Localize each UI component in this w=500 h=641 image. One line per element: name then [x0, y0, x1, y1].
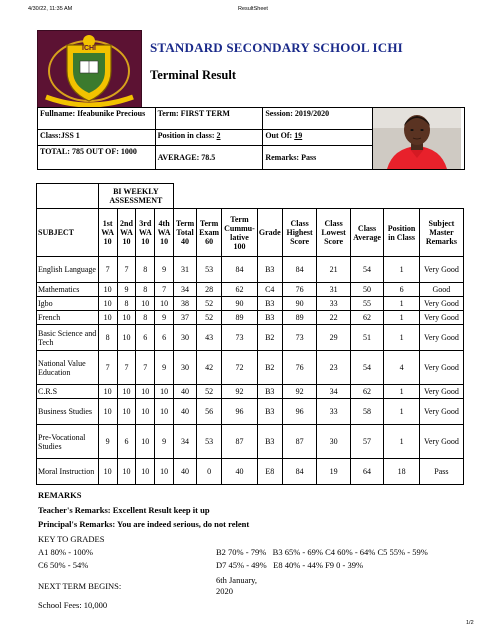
cell-high: 73 [282, 325, 317, 351]
table-row [37, 311, 464, 325]
average-cell [155, 145, 263, 169]
cell-cum: 92 [222, 385, 258, 399]
col-grade: Grade [257, 209, 282, 257]
session-cell [263, 108, 373, 130]
cell-total: 40 [174, 399, 197, 425]
class-cell [38, 130, 156, 146]
student-info-grid [37, 107, 465, 170]
cell-cum: 72 [222, 351, 258, 385]
results-table [36, 183, 464, 485]
overall-remarks-value: Pass [301, 152, 317, 162]
cell-exam: 56 [197, 399, 222, 425]
cell-wa4: 7 [155, 283, 174, 297]
cell-wa4: 10 [155, 459, 174, 485]
table-row [37, 425, 464, 459]
cell-exam: 0 [197, 459, 222, 485]
cell-low: 34 [317, 385, 350, 399]
cell-total: 34 [174, 283, 197, 297]
teacher-remarks: Teacher's Remarks: Excellent Result keep it up [38, 505, 210, 515]
header-blank-right [174, 184, 464, 209]
cell-subject: C.R.S [37, 385, 99, 399]
cell-remark: Very Good [419, 399, 463, 425]
cell-low: 19 [317, 459, 350, 485]
page-subtitle: Terminal Result [150, 68, 236, 82]
col-term-exam: Term Exam 60 [197, 209, 222, 257]
cell-wa3: 8 [136, 257, 155, 283]
cell-subject: Mathematics [37, 283, 99, 297]
cell-avg: 54 [350, 257, 383, 283]
cell-wa2: 10 [117, 399, 136, 425]
col-class-lowest: Class Lowest Score [317, 209, 350, 257]
cell-cum: 89 [222, 311, 258, 325]
cell-subject: Pre-Vocational Studies [37, 425, 99, 459]
cell-high: 89 [282, 311, 317, 325]
cell-avg: 50 [350, 283, 383, 297]
cell-wa1: 8 [98, 325, 117, 351]
cell-wa2: 7 [117, 351, 136, 385]
cell-remark: Very Good [419, 257, 463, 283]
crest-text: ICHI [82, 45, 96, 52]
cell-wa2: 9 [117, 283, 136, 297]
cell-wa3: 6 [136, 325, 155, 351]
cell-avg: 57 [350, 425, 383, 459]
outof-cell [263, 130, 373, 146]
cell-wa2: 10 [117, 385, 136, 399]
cell-total: 40 [174, 385, 197, 399]
cell-subject: Business Studies [37, 399, 99, 425]
cell-pos: 1 [384, 311, 420, 325]
outof-label: Out Of: [265, 131, 293, 141]
session-value: 2019/2020 [294, 109, 330, 118]
cell-wa4: 10 [155, 385, 174, 399]
cell-pos: 1 [384, 399, 420, 425]
school-crest-logo [37, 30, 142, 108]
cell-wa3: 8 [136, 311, 155, 325]
cell-cum: 90 [222, 297, 258, 311]
grades-heading: KEY TO GRADES [38, 534, 105, 544]
cell-grade: B3 [257, 257, 282, 283]
cell-grade: C4 [257, 283, 282, 297]
total-outof-label: OUT OF: [85, 146, 119, 156]
total-value: 785 [71, 146, 84, 156]
cell-cum: 62 [222, 283, 258, 297]
fullname-label: Fullname: [40, 109, 76, 118]
cell-subject: Basic Science and Tech [37, 325, 99, 351]
cell-grade: B3 [257, 311, 282, 325]
cell-high: 87 [282, 425, 317, 459]
grades-line2-left: C6 50% - 54% [38, 560, 89, 570]
school-name: STANDARD SECONDARY SCHOOL ICHI [150, 40, 403, 55]
grades-line2-right: D7 45% - 49% E8 40% - 44% F9 0 - 39% [216, 560, 364, 570]
session-label: Session: [265, 109, 293, 118]
cell-grade: B3 [257, 297, 282, 311]
outof-value: 19 [294, 131, 303, 141]
cell-exam: 42 [197, 351, 222, 385]
cell-wa1: 10 [98, 283, 117, 297]
remarks-heading: REMARKS [38, 490, 82, 500]
cell-total: 31 [174, 257, 197, 283]
cell-wa3: 10 [136, 459, 155, 485]
cell-wa1: 10 [98, 311, 117, 325]
position-value: 2 [216, 131, 221, 141]
table-row [37, 351, 464, 385]
school-fees: School Fees: 10,000 [38, 600, 108, 610]
total-label: TOTAL: [40, 146, 70, 156]
cell-total: 37 [174, 311, 197, 325]
cell-high: 90 [282, 297, 317, 311]
cell-exam: 52 [197, 297, 222, 311]
cell-total: 34 [174, 425, 197, 459]
cell-cum: 73 [222, 325, 258, 351]
cell-wa3: 10 [136, 399, 155, 425]
col-wa3: 3rd WA 10 [136, 209, 155, 257]
cell-remark: Very Good [419, 297, 463, 311]
average-value: 78.5 [201, 152, 216, 162]
table-row [37, 297, 464, 311]
fullname-cell [38, 108, 156, 130]
cell-wa3: 7 [136, 351, 155, 385]
overall-remarks-label: Remarks: [265, 152, 300, 162]
principal-remarks: Principal's Remarks: You are indeed serious, do not relent [38, 519, 250, 529]
next-term-label: NEXT TERM BEGINS: [38, 581, 122, 591]
cell-avg: 54 [350, 351, 383, 385]
cell-pos: 1 [384, 425, 420, 459]
cell-high: 84 [282, 257, 317, 283]
table-row [37, 325, 464, 351]
cell-wa1: 10 [98, 399, 117, 425]
cell-remark: Very Good [419, 425, 463, 459]
cell-exam: 53 [197, 425, 222, 459]
cell-wa4: 10 [155, 297, 174, 311]
position-cell [155, 130, 263, 146]
total-cell [38, 145, 156, 169]
cell-wa1: 7 [98, 351, 117, 385]
table-row [37, 385, 464, 399]
bi-weekly-header: BI WEEKLY ASSESSMENT [98, 184, 173, 209]
cell-avg: 58 [350, 399, 383, 425]
cell-wa4: 9 [155, 257, 174, 283]
cell-wa3: 10 [136, 425, 155, 459]
cell-low: 23 [317, 351, 350, 385]
cell-pos: 1 [384, 297, 420, 311]
cell-grade: E8 [257, 459, 282, 485]
cell-exam: 43 [197, 325, 222, 351]
cell-high: 92 [282, 385, 317, 399]
cell-low: 33 [317, 399, 350, 425]
fullname-value: Ifeabunike Precious [77, 109, 146, 118]
cell-wa1: 10 [98, 297, 117, 311]
class-value: JSS 1 [60, 131, 80, 141]
cell-low: 22 [317, 311, 350, 325]
col-subject: SUBJECT [37, 209, 99, 257]
col-wa1: 1st WA 10 [98, 209, 117, 257]
cell-grade: B2 [257, 325, 282, 351]
cell-high: 76 [282, 283, 317, 297]
next-term-date: 6th January, 2020 [216, 575, 257, 596]
cell-wa3: 10 [136, 297, 155, 311]
cell-avg: 62 [350, 385, 383, 399]
cell-exam: 52 [197, 311, 222, 325]
student-photo [373, 108, 461, 169]
cell-subject: National Value Education [37, 351, 99, 385]
cell-avg: 55 [350, 297, 383, 311]
remarks-cell [263, 145, 373, 169]
cell-wa4: 9 [155, 311, 174, 325]
cell-wa2: 10 [117, 311, 136, 325]
cell-wa2: 6 [117, 425, 136, 459]
cell-pos: 1 [384, 257, 420, 283]
class-label: Class: [40, 131, 61, 141]
cell-wa4: 10 [155, 399, 174, 425]
cell-pos: 4 [384, 351, 420, 385]
cell-pos: 6 [384, 283, 420, 297]
cell-subject: French [37, 311, 99, 325]
col-wa4: 4th WA 10 [155, 209, 174, 257]
cell-high: 76 [282, 351, 317, 385]
cell-remark: Very Good [419, 325, 463, 351]
cell-grade: B3 [257, 385, 282, 399]
col-class-average: Class Average [350, 209, 383, 257]
cell-grade: B3 [257, 425, 282, 459]
col-cumulative: Term Cummu-lative 100 [222, 209, 258, 257]
cell-pos: 1 [384, 325, 420, 351]
cell-total: 40 [174, 459, 197, 485]
cell-subject: English Language [37, 257, 99, 283]
cell-pos: 18 [384, 459, 420, 485]
print-doc-title: ResultSheet [238, 6, 268, 12]
cell-cum: 87 [222, 425, 258, 459]
cell-cum: 40 [222, 459, 258, 485]
cell-total: 30 [174, 325, 197, 351]
cell-pos: 1 [384, 385, 420, 399]
photo-cell [372, 108, 464, 170]
col-wa2: 2nd WA 10 [117, 209, 136, 257]
cell-remark: Very Good [419, 311, 463, 325]
term-value: FIRST TERM [180, 109, 230, 118]
cell-total: 30 [174, 351, 197, 385]
cell-cum: 84 [222, 257, 258, 283]
table-row [37, 283, 464, 297]
cell-wa1: 7 [98, 257, 117, 283]
cell-wa2: 10 [117, 459, 136, 485]
cell-low: 29 [317, 325, 350, 351]
cell-wa2: 10 [117, 325, 136, 351]
cell-remark: Good [419, 283, 463, 297]
col-position: Position in Class [384, 209, 420, 257]
average-label: AVERAGE: [157, 152, 200, 162]
position-label: Position in class: [157, 131, 215, 141]
cell-grade: B3 [257, 399, 282, 425]
col-class-highest: Class Highest Score [282, 209, 317, 257]
cell-avg: 51 [350, 325, 383, 351]
total-outof-value: 1000 [120, 146, 137, 156]
cell-avg: 62 [350, 311, 383, 325]
header-blank [37, 184, 99, 209]
cell-avg: 64 [350, 459, 383, 485]
cell-low: 30 [317, 425, 350, 459]
cell-remark: Very Good [419, 351, 463, 385]
cell-exam: 53 [197, 257, 222, 283]
cell-wa2: 7 [117, 257, 136, 283]
cell-subject: Moral Instruction [37, 459, 99, 485]
cell-wa2: 8 [117, 297, 136, 311]
cell-exam: 52 [197, 385, 222, 399]
cell-wa3: 8 [136, 283, 155, 297]
cell-exam: 28 [197, 283, 222, 297]
cell-wa3: 10 [136, 385, 155, 399]
col-term-total: Term Total 40 [174, 209, 197, 257]
cell-grade: B2 [257, 351, 282, 385]
cell-high: 96 [282, 399, 317, 425]
table-row [37, 399, 464, 425]
print-datetime: 4/30/22, 11:35 AM [28, 6, 73, 12]
cell-total: 38 [174, 297, 197, 311]
cell-low: 21 [317, 257, 350, 283]
cell-remark: Very Good [419, 385, 463, 399]
cell-high: 84 [282, 459, 317, 485]
term-label: Term: [157, 109, 179, 118]
cell-wa1: 9 [98, 425, 117, 459]
cell-wa1: 10 [98, 385, 117, 399]
cell-low: 31 [317, 283, 350, 297]
page-number: 1/2 [466, 620, 474, 626]
cell-remark: Pass [419, 459, 463, 485]
cell-low: 33 [317, 297, 350, 311]
cell-subject: Igbo [37, 297, 99, 311]
cell-wa4: 6 [155, 325, 174, 351]
table-row [37, 459, 464, 485]
cell-wa1: 10 [98, 459, 117, 485]
cell-wa4: 9 [155, 425, 174, 459]
cell-cum: 96 [222, 399, 258, 425]
cell-wa4: 9 [155, 351, 174, 385]
table-row [37, 257, 464, 283]
grades-line1-left: A1 80% - 100% [38, 547, 94, 557]
col-remarks: Subject Master Remarks [419, 209, 463, 257]
term-cell [155, 108, 263, 130]
grades-line1-right: B2 70% - 79% B3 65% - 69% C4 60% - 64% C5 55% - 59% [216, 547, 428, 557]
